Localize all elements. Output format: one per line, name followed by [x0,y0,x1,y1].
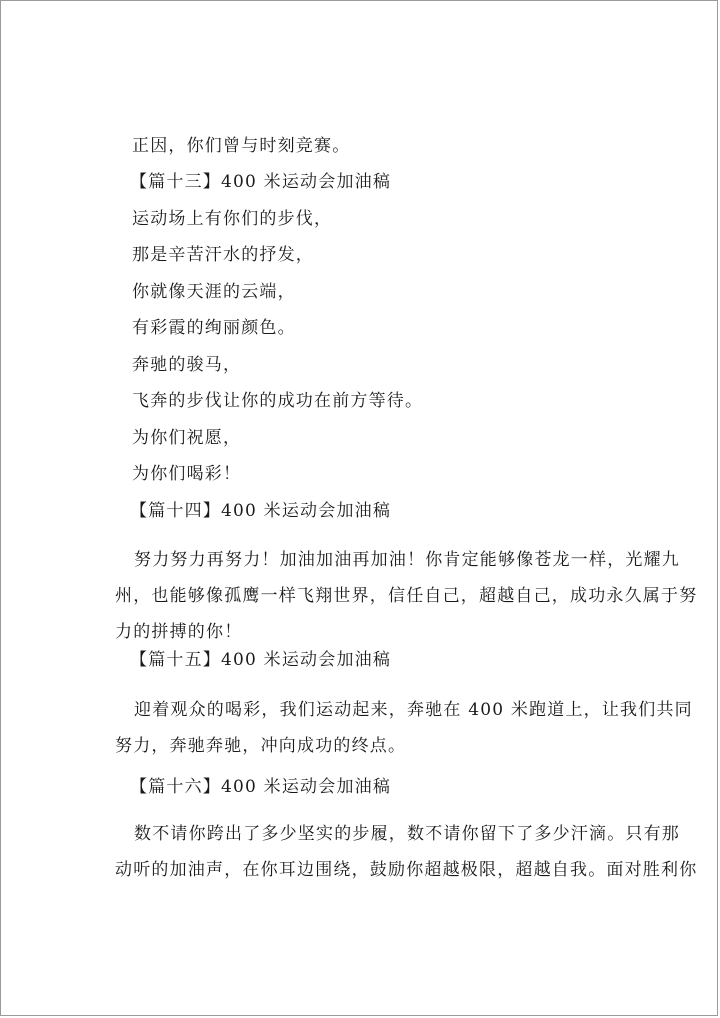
text-line: 飞奔的步伐让你的成功在前方等待。 [132,391,424,411]
paragraph-16 [115,816,698,888]
paragraph-14 [115,542,698,650]
text-line: 奔驰的骏马， [132,355,242,375]
paragraph-15 [115,692,693,764]
text-line: 有彩霞的绚丽颜色。 [132,318,296,338]
text-line: 那是辛苦汗水的抒发， [132,245,314,265]
section-heading: 【篇十四】400 米运动会加油稿 [130,501,392,521]
text-line: 你就像天涯的云端， [132,282,296,302]
section-heading: 【篇十五】400 米运动会加油稿 [130,650,392,670]
text-line: 为你们喝彩！ [132,464,242,484]
paragraph-line: 迎着观众的喝彩，我们运动起来，奔驰在 400 米跑道上，让我们共同 [134,700,693,720]
paragraph-line: 努力，奔驰奔驰，冲向成功的终点。 [115,736,407,756]
paragraph-line: 动听的加油声，在你耳边围绕，鼓励你超越极限，超越自我。面对胜利你 [115,860,698,880]
paragraph-line: 数不请你跨出了多少坚实的步履，数不请你留下了多少汗滴。只有那 [134,824,680,844]
text-line: 正因，你们曾与时刻竞赛。 [132,136,351,156]
section-heading: 【篇十三】400 米运动会加油稿 [130,172,392,192]
section-heading: 【篇十六】400 米运动会加油稿 [130,777,392,797]
paragraph-line: 努力努力再努力！加油加油再加油！你肯定能够像苍龙一样，光耀九 [134,550,680,570]
text-line: 为你们祝愿， [132,428,242,448]
paragraph-line: 州，也能够像孤鹰一样飞翔世界，信任自己，超越自己，成功永久属于努 [115,586,698,606]
paragraph-line: 力的拼搏的你！ [115,622,243,642]
text-line: 运动场上有你们的步伐， [132,209,333,229]
